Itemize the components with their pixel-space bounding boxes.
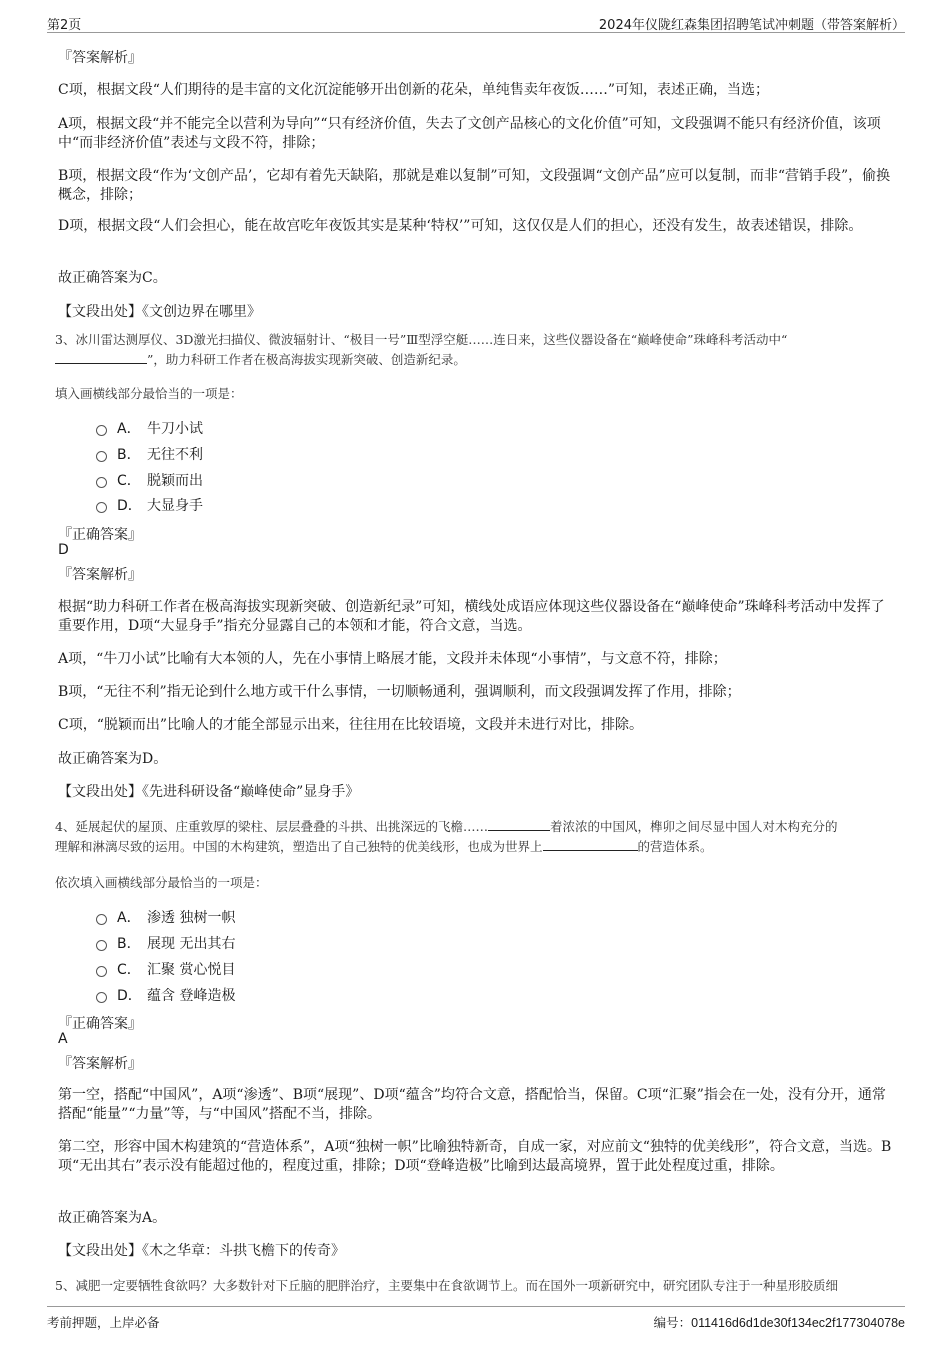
q3-analysis-label: 『答案解析』 [58, 567, 142, 583]
q3-conclusion: 故正确答案为D。 [58, 751, 168, 767]
q2-analysis-para-a: A项，根据文段“并不能完全以营利为导向”“只有经济价值，失去了文创产品核心的文化价值”可知，文段强调不能只有经济价值，该项中“而非经济价值”表述与文段不符，排除； [58, 116, 881, 151]
q4-option-a[interactable]: A． 渗透 独树一帜 [96, 907, 235, 927]
q3-analysis-para-3: B项，“无往不利”指无论到什么地方或干什么事情，一切顺畅通利，强调顺利，而文段强调发挥了作用，排除； [58, 684, 741, 700]
document-code: 编号：011416d6d1de30f134ec2f177304078e [653, 1315, 905, 1330]
page-header [47, 10, 905, 33]
q3-instruction: 填入画横线部分最恰当的一项是： [55, 386, 243, 401]
q4-source: 【文段出处】《木之华章：斗拱飞檐下的传奇》 [58, 1243, 345, 1259]
q4-blank-2 [543, 838, 638, 851]
q3-stem-line1: 3、冰川雷达测厚仪、3D激光扫描仪、微波辐射计、“极目一号”Ⅲ型浮空艇……连日来，这些仪器设备在“巅峰使命”珠峰科考活动中“ [55, 332, 788, 347]
q3-analysis-para-1: 根据“助力科研工作者在极高海拔实现新突破、创造新纪录”可知，横线处成语应体现这些仪器设备在“巅峰使命”珠峰科考活动中发挥了重要作用，D项“大显身手”指充分显露自己的本领和才能，符合文意，当选。 [58, 599, 885, 634]
footer-slogan: 考前押题，上岸必备 [47, 1315, 160, 1330]
q2-analysis-para-b: B项，根据文段“作为‘文创产品’，它却有着先天缺陷，那就是难以复制”可知，文段强调“文创产品”应可以复制，而非“营销手段”，偷换概念，排除； [58, 168, 891, 203]
q4-stem-part2: 着浓浓的中国风，榫卯之间尽显中国人对木构充分的 [549, 819, 838, 834]
radio-icon[interactable] [96, 425, 107, 436]
q4-stem-part1: 4、延展起伏的屋顶、庄重敦厚的梁柱、层层叠叠的斗拱、出挑深远的飞檐…… [55, 819, 488, 834]
question-4-stem [55, 817, 905, 857]
radio-icon[interactable] [96, 502, 107, 513]
q3-correct-label: 『正确答案』 [58, 527, 142, 543]
q4-correct-label: 『正确答案』 [58, 1016, 142, 1032]
radio-icon[interactable] [96, 451, 107, 462]
q3-option-c[interactable]: C． 脱颖而出 [96, 470, 203, 490]
radio-icon[interactable] [96, 914, 107, 925]
q3-analysis-para-2: A项，“牛刀小试”比喻有大本领的人，先在小事情上略展才能，文段并未体现“小事情”，与文意不符，排除； [58, 651, 727, 667]
page-number: 第2页 [47, 18, 82, 33]
q4-option-d[interactable]: D． 蕴含 登峰造极 [96, 985, 235, 1005]
document-title: 2024年仪陇红森集团招聘笔试冲刺题（带答案解析） [598, 18, 905, 33]
q4-blank-1 [488, 818, 550, 831]
q2-analysis-label: 『答案解析』 [58, 50, 142, 66]
q3-stem-line2: ”，助力科研工作者在极高海拔实现新突破、创造新纪录。 [147, 352, 466, 367]
radio-icon[interactable] [96, 966, 107, 977]
q4-conclusion: 故正确答案为A。 [58, 1210, 167, 1226]
radio-icon[interactable] [96, 992, 107, 1003]
q3-option-a[interactable]: A． 牛刀小试 [96, 418, 203, 438]
q4-stem-line2-end: 的营造体系。 [637, 839, 713, 854]
q3-option-b[interactable]: B． 无往不利 [96, 444, 203, 464]
question-5-stem: 5、减肥一定要牺牲食欲吗？大多数针对下丘脑的肥胖治疗，主要集中在食欲调节上。而在国外一项新研究中，研究团队专注于一种星形胶质细 [55, 1278, 838, 1293]
radio-icon[interactable] [96, 477, 107, 488]
q4-analysis-label: 『答案解析』 [58, 1056, 142, 1072]
q4-instruction: 依次填入画横线部分最恰当的一项是： [55, 875, 268, 890]
radio-icon[interactable] [96, 940, 107, 951]
q2-analysis-para-c: C项，根据文段“人们期待的是丰富的文化沉淀能够开出创新的花朵，单纯售卖年夜饭……”可知，表述正确，当选； [58, 82, 770, 98]
q4-option-b[interactable]: B． 展现 无出其右 [96, 933, 235, 953]
q3-source: 【文段出处】《先进科研设备“巅峰使命”显身手》 [58, 784, 360, 800]
q4-analysis-para-2: 第二空，形容中国木构建筑的“营造体系”，A项“独树一帜”比喻独特新奇，自成一家，对应前文“独特的优美线形”，符合文意，当选。B项“无出其右”表示没有能超过他的，程度过重，排除；D项“登峰造极”比喻到达最高境界，置于此处程度过重，排除。 [58, 1139, 892, 1174]
question-3-stem [55, 330, 905, 370]
q3-option-d[interactable]: D． 大显身手 [96, 495, 203, 515]
q2-source: 【文段出处】《文创边界在哪里》 [58, 304, 261, 320]
q4-analysis-para-1: 第一空，搭配“中国风”，A项“渗透”、B项“展现”、D项“蕴含”均符合文意，搭配恰当，保留。C项“汇聚”指会在一处，没有分开，通常搭配“能量”“力量”等，与“中国风”搭配不当，排除。 [58, 1087, 886, 1122]
q2-analysis-para-d: D项，根据文段“人们会担心，能在故宫吃年夜饭其实是某种‘特权’”可知，这仅仅是人们的担心，还没有发生，故表述错误，排除。 [58, 218, 863, 234]
q3-correct-answer: D [58, 542, 69, 558]
q4-correct-answer: A [58, 1031, 68, 1047]
q4-stem-line2: 理解和淋漓尽致的运用。中国的木构建筑，塑造出了自己独特的优美线形，也成为世界上 [55, 839, 543, 854]
q3-blank [55, 351, 147, 364]
q3-analysis-para-4: C项，“脱颖而出”比喻人的才能全部显示出来，往往用在比较语境，文段并未进行对比，排除。 [58, 717, 644, 733]
q4-option-c[interactable]: C． 汇聚 赏心悦目 [96, 959, 235, 979]
page-footer [47, 1306, 905, 1331]
q2-conclusion: 故正确答案为C。 [58, 270, 167, 286]
